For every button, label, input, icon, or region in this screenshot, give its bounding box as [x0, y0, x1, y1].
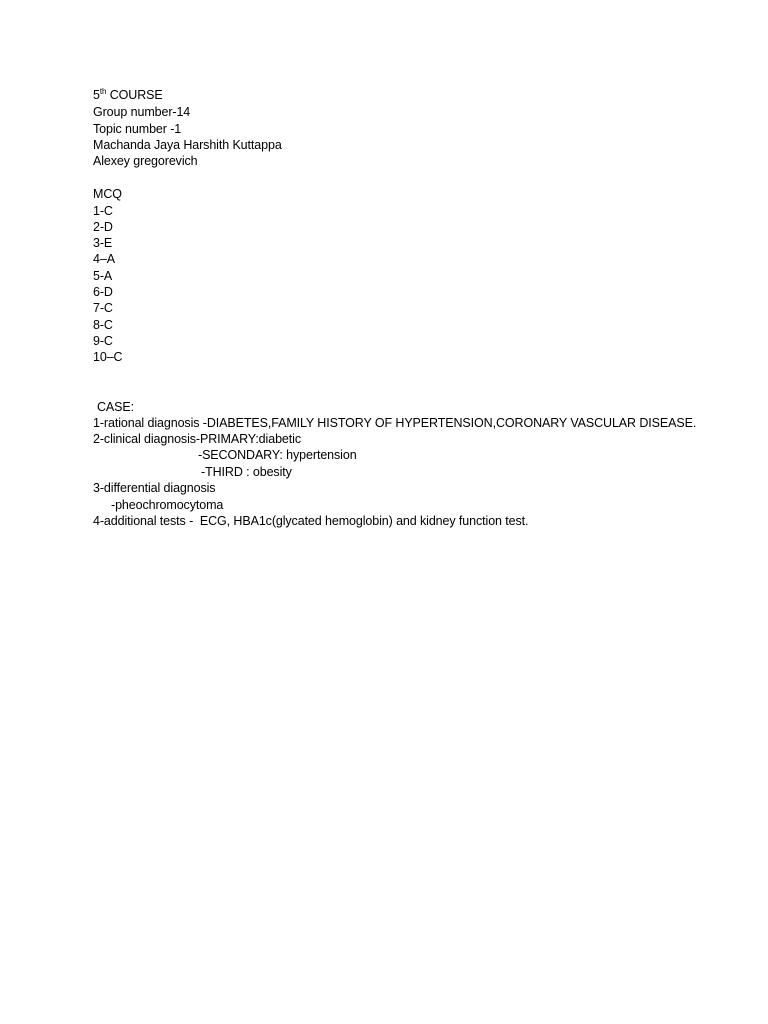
mcq-answer: 2-D [93, 220, 113, 234]
course-superscript: th [99, 87, 107, 96]
mcq-answer: 10–C [93, 350, 123, 364]
course-label: COURSE [106, 88, 163, 102]
third-diagnosis: -THIRD : obesity [201, 465, 292, 479]
mcq-answer: 7-C [93, 301, 113, 315]
mcq-heading: MCQ [93, 187, 122, 201]
secondary-diagnosis: -SECONDARY: hypertension [198, 448, 357, 462]
mcq-answer: 3-E [93, 236, 113, 250]
mcq-answer: 4–A [93, 252, 115, 266]
mcq-answer: 5-A [93, 269, 113, 283]
course-line [93, 87, 163, 103]
course-number: 5 [93, 88, 100, 102]
additional-tests: 4-additional tests - ECG, HBA1c(glycated hemoglobin) and kidney function test. [93, 514, 529, 528]
differential-item: -pheochromocytoma [111, 498, 224, 512]
mcq-answer: 1-C [93, 204, 113, 218]
mcq-answer: 9-C [93, 334, 113, 348]
topic-number: Topic number -1 [93, 122, 182, 136]
group-number: Group number-14 [93, 105, 191, 119]
clinical-diagnosis: 2-clinical diagnosis-PRIMARY:diabetic [93, 432, 301, 446]
differential-diagnosis: 3-differential diagnosis [93, 481, 216, 495]
mcq-answer: 8-C [93, 318, 113, 332]
mcq-answer: 6-D [93, 285, 113, 299]
case-heading: CASE: [97, 400, 135, 414]
student-name: Machanda Jaya Harshith Kuttappa [93, 138, 282, 152]
teacher-name: Alexey gregorevich [93, 154, 198, 168]
rational-diagnosis: 1-rational diagnosis -DIABETES,FAMILY HISTORY OF HYPERTENSION,CORONARY VASCULAR DISEASE. [93, 416, 697, 430]
